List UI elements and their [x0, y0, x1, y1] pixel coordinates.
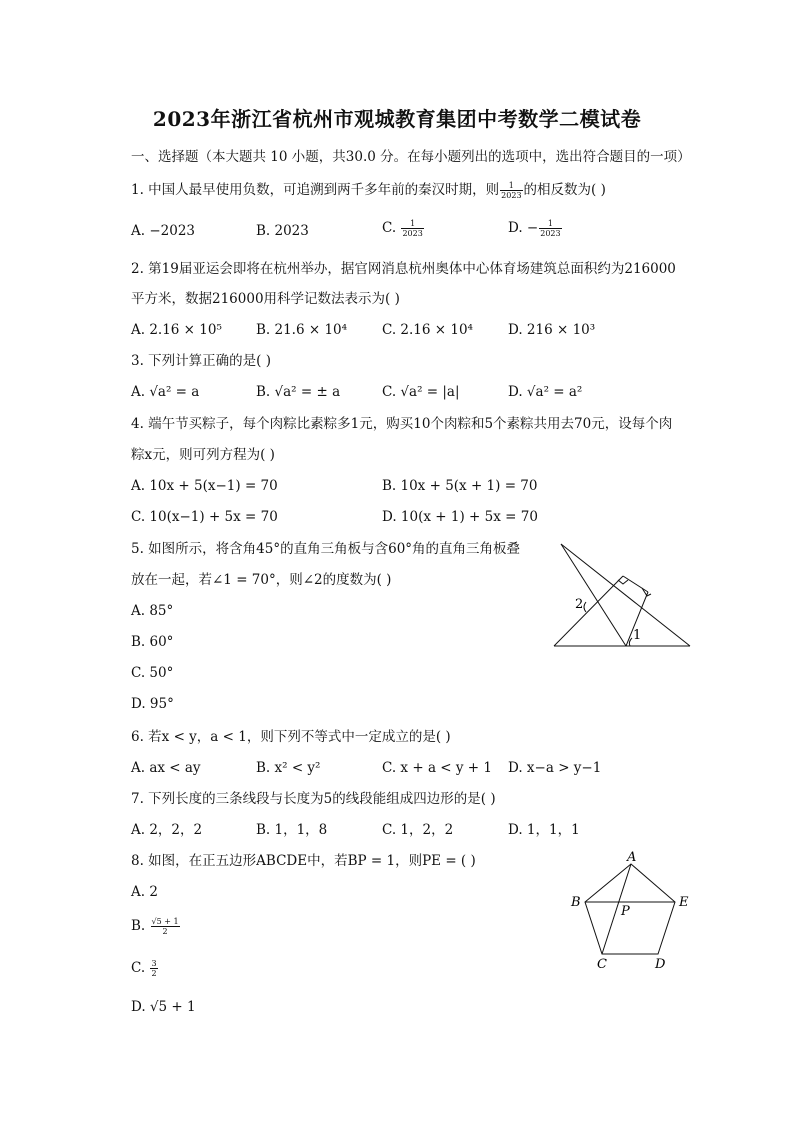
q8-pentagon-figure: [565, 850, 695, 975]
q8-option-d: D. √5 + 1: [131, 999, 196, 1015]
q2-option-c: C. 2.16 × 10⁴: [382, 322, 473, 338]
q7-option-a: A. 2，2，2: [131, 822, 203, 838]
q7-option-b: B. 1，1，8: [256, 822, 328, 838]
q1-option-b: B. 2023: [256, 223, 309, 239]
q5-option-a: A. 85°: [131, 603, 174, 619]
q2-stem-line2: 平方米，数据216000用科学记数法表示为( ): [131, 291, 400, 307]
q2-option-d: D. 216 × 10³: [508, 322, 596, 338]
q6-stem: 6. 若x < y，a < 1，则下列不等式中一定成立的是( ): [131, 729, 451, 745]
q5-option-d: D. 95°: [131, 696, 174, 712]
q4-stem-line2: 粽x元，则可列方程为( ): [131, 447, 275, 463]
vertex-label-d: D: [655, 957, 666, 972]
q1-stem: 1. 中国人最早使用负数，可追溯到两千多年前的秦汉时期，则 $\frac{1}{2023}$ 的相反数为( ): [131, 181, 606, 200]
q3-option-c: C. √a² = |a|: [382, 384, 460, 400]
q3-option-a: A. √a² = a: [131, 384, 200, 400]
q5-triangle-figure: [548, 540, 696, 652]
page-title: 2023年浙江省杭州市观城教育集团中考数学二模试卷: [152, 107, 642, 131]
q8-stem: 8. 如图，在正五边形ABCDE中，若BP = 1，则PE = ( ): [131, 853, 476, 869]
hypotenuse-left: [561, 544, 626, 646]
vertex-label-e: E: [679, 895, 689, 910]
q6-option-b: B. x² < y²: [256, 760, 321, 776]
q8-option-c: C. $\frac{3}{2}$: [131, 959, 157, 978]
q8-option-b: B. $\frac{√5 + 1}{2}$: [131, 917, 179, 936]
point-label-p: P: [621, 904, 630, 919]
angle-2-arc: [584, 602, 586, 612]
q1-option-c: C. $\frac{1}{2023}$: [382, 219, 423, 238]
q1-option-a: A. −2023: [131, 223, 195, 239]
q7-stem: 7. 下列长度的三条线段与长度为5的线段能组成四边形的是( ): [131, 791, 496, 807]
angle-label-1: 1: [633, 628, 642, 643]
q2-stem-line1: 2. 第19届亚运会即将在杭州举办，据官网消息杭州奥体中心体育场建筑总面积约为216000: [131, 261, 676, 277]
q3-stem: 3. 下列计算正确的是( ): [131, 353, 271, 369]
right-angle-mark-1: [618, 580, 628, 584]
q1-fraction: $\frac{1}{2023}$: [501, 181, 522, 200]
section-heading: 一、选择题（本大题共 10 小题，共30.0 分。在每小题列出的选项中，选出符合题目的一项）: [131, 149, 691, 165]
q5-stem-line2: 放在一起，若∠1 = 70°，则∠2的度数为( ): [131, 572, 392, 588]
vertex-label-b: B: [571, 895, 581, 910]
set-square-top: [623, 576, 648, 592]
q6-option-c: C. x + a < y + 1: [382, 760, 492, 776]
q5-option-b: B. 60°: [131, 634, 174, 650]
q7-option-d: D. 1，1，1: [508, 822, 580, 838]
q4-option-a: A. 10x + 5(x−1) = 70: [131, 478, 278, 494]
angle-label-2: 2: [575, 597, 584, 612]
q4-option-c: C. 10(x−1) + 5x = 70: [131, 509, 278, 525]
q2-option-a: A. 2.16 × 10⁵: [131, 322, 222, 338]
q3-option-d: D. √a² = a²: [508, 384, 583, 400]
hypotenuse-right: [561, 544, 690, 646]
vertex-label-a: A: [627, 850, 637, 865]
q2-option-b: B. 21.6 × 10⁴: [256, 322, 348, 338]
q4-option-d: D. 10(x + 1) + 5x = 70: [382, 509, 538, 525]
q4-stem-line1: 4. 端午节买粽子，每个肉粽比素粽多1元，购买10个肉粽和5个素粽共用去70元，设每个肉: [131, 416, 673, 432]
pentagon-abcde: [585, 864, 675, 954]
q6-option-a: A. ax < ay: [131, 760, 201, 776]
q5-stem-line1: 5. 如图所示，将含角45°的直角三角板与含60°角的直角三角板叠: [131, 541, 521, 557]
angle-1-arc: [629, 638, 632, 646]
q5-option-c: C. 50°: [131, 665, 174, 681]
q7-option-c: C. 1，2，2: [382, 822, 454, 838]
vertex-label-c: C: [597, 957, 607, 972]
q3-option-b: B. √a² = ± a: [256, 384, 341, 400]
q4-option-b: B. 10x + 5(x + 1) = 70: [382, 478, 538, 494]
q1-option-d: D. − $\frac{1}{2023}$: [508, 219, 561, 238]
q6-option-d: D. x−a > y−1: [508, 760, 602, 776]
q8-option-a: A. 2: [131, 884, 158, 900]
